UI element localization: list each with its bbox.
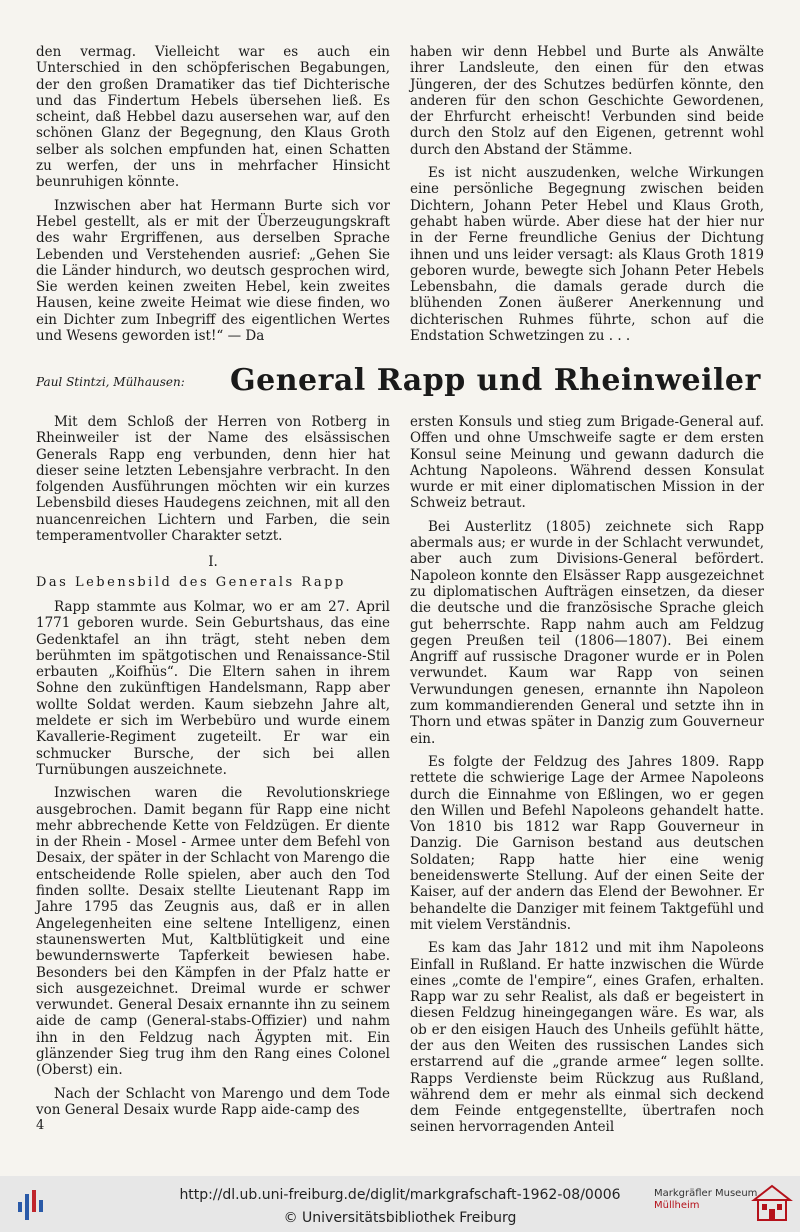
paragraph: ersten Konsuls und stieg zum Brigade-General auf. Offen und ohne Umschweife sagte er dem ersten Konsul seine Meinung und gewann dadurch die Achtung Napoleons. Während dessen Konsulat wurde er mit einer diplomatischen Mission in der Schweiz betraut.	[410, 414, 764, 512]
museum-label	[654, 1188, 757, 1212]
museum-building-icon	[750, 1182, 794, 1226]
copyright-notice: © Universitätsbibliothek Freiburg	[283, 1210, 517, 1226]
museum-city: Müllheim	[654, 1200, 700, 1211]
paragraph: Inzwischen aber hat Hermann Burte sich vor Hebel gestellt, als er mit der Überzeugungskraft des wahr Ergriffenen, aus derselben Sprache Lebenden und Verstehenden ausrief: „Gehen Sie die Länder hindurch, wo deutsch gesprochen wird, Sie werden keinen zweiten Hebel, kein zweites Hausen, keine zweite Heimat wie diese finden, wo ein Dichter zum Inbegriff des eigentlichen Wertes und Wesens geworden ist!“ — Da	[36, 197, 390, 345]
paragraph: den vermag. Vielleicht war es auch ein Unterschied in den schöpferischen Begabungen, der den großen Dramatiker das tief Dichterische und das Findertum Hebels übersehen ließ. Es scheint, daß Hebbel dazu ausersehen war, auf den schönen Glanz der Begegnung, den Klaus Groth selber als solchen empfunden hat, einen Schatten zu werfen, der uns in mehrfacher Hinsicht beunruhigen könnte.	[36, 44, 390, 191]
document-url-link[interactable]: http://dl.ub.uni-freiburg.de/diglit/markgrafschaft-1962-08/0006	[179, 1187, 621, 1203]
article-author: Paul Stintzi, Mülhausen:	[36, 375, 185, 389]
article-left-column	[36, 414, 390, 1125]
paragraph: Inzwischen waren die Revolutionskriege ausgebrochen. Damit begann für Rapp eine nicht mehr abbrechende Kette von Feldzügen. Er diente in der Rhein - Mosel - Armee unter dem Befehl von Desaix, der später in der Schlacht von Marengo die entscheidende Rolle spielen, aber auch den Tod finden sollte. Desaix stellte Lieutenant Rapp im Jahre 1795 das Zeugnis aus, daß er in allen Angelegenheiten eine seltene Intelligenz, einen staunenswerten Mut, Kaltblütigkeit und eine bewundernswerte Tapferkeit bewiesen habe. Besonders bei den Kämpfen in der Pfalz hatte er sich ausgezeichnet. Dreimal wurde er schwer verwundet. General Desaix ernannte ihn zu seinem aide de camp (General-stabs-Offizier) und nahm ihn in den Feldzug nach Ägypten mit. Ein glänzender Sieg trug ihm den Rang eines Colonel (Oberst) ein.	[36, 785, 390, 1079]
museum-name: Markgräfler Museum	[654, 1188, 758, 1199]
viewer-footer	[0, 1176, 800, 1232]
previous-article-right-column	[410, 44, 764, 351]
paragraph: Nach der Schlacht von Marengo und dem Tode von General Desaix wurde Rapp aide-camp des	[36, 1085, 390, 1118]
section-number: I.	[208, 554, 218, 571]
paragraph: Es ist nicht auszudenken, welche Wirkungen eine persönliche Begegnung zwischen beiden Dichtern, Johann Peter Hebel und Klaus Groth, gehabt haben würde. Aber diese hat der hier nur in der Ferne freundliche Genius der Dichtung ihnen und uns leider versagt: als Klaus Groth 1819 geboren wurde, bewegte sich Johann Peter Hebels Lebensbahn, die damals gerade durch die blühenden Zonen äußerer Anerkennung und dichterischen Ruhmes führte, schon auf die Endstation Schwetzingen zu . . .	[410, 165, 764, 345]
paragraph: Es folgte der Feldzug des Jahres 1809. Rapp rettete die schwierige Lage der Armee Napoleons durch die Einnahme von Eßlingen, wo er gegen den Willen und Befehl Napoleons gehandelt hatte. Von 1810 bis 1812 war Rapp Gouverneur in Danzig. Die Garnison bestand aus deutschen Soldaten; Rapp hatte hier eine wenig beneidenswerte Stellung. Auf der einen Seite der Kaiser, auf der andern das Elend der Bewohner. Er behandelte die Danziger mit feinem Taktgefühl und mit vielem Verständnis.	[410, 753, 764, 933]
paragraph: Bei Austerlitz (1805) zeichnete sich Rapp abermals aus; er wurde in der Schlacht verwundet, aber auch zum Divisions-General befördert. Napoleon konnte den Elsässer Rapp ausgezeichnet zu diplomatischen Aufträgen einsetzen, da dieser die deutsche und die französische Sprache gleich gut beherrschte. Rapp nahm auch am Feldzug gegen Preußen teil (1806—1807). Bei einem Angriff auf russische Dragoner wurde er in Polen verwundet. Kaum war Rapp von seinen Verwundungen genesen, ernannte ihn Napoleon zum kommandierenden General und setzte ihn in Thorn und etwas später in Danzig zum Gouverneur ein.	[410, 518, 764, 747]
section-title: Das Lebensbild des Generals Rapp	[36, 574, 346, 590]
paragraph: haben wir denn Hebbel und Burte als Anwälte ihrer Landsleute, den einen für den etwas Jüngeren, der des Schutzes bedürfen könnte, den anderen für den schon Geschichte Gewordenen, der Ehrfurcht erheischt! Verbunden sind beide durch den Stolz auf den Eigenen, getrennt wohl durch den Abstand der Stämme.	[410, 44, 764, 158]
article-title: General Rapp und Rheinweiler	[230, 363, 761, 398]
paragraph: Es kam das Jahr 1812 und mit ihm Napoleons Einfall in Rußland. Er hatte inzwischen die Würde eines „comte de l'empire“, eines Grafen, erhalten. Rapp war zu sehr Realist, als daß er begeistert in diesen Feldzug hineingegangen wäre. Es war, als ob er den eisigen Hauch des Unheils gefühlt hätte, der aus den Weiten des russischen Landes sich erstarrend auf die „grande armee“ legen sollte. Rapps Verdienste beim Rückzug aus Rußland, während dem er mehr als einmal sich deckend dem Feinde entgegenstellte, übertrafen noch seinen hervorragenden Anteil	[410, 940, 764, 1136]
article-right-column	[410, 414, 764, 1143]
previous-article-left-column	[36, 44, 390, 351]
intro-paragraph: Mit dem Schloß der Herren von Rotberg in Rheinweiler ist der Name des elsässischen Generals Rapp eng verbunden, denn hier hat dieser seine letzten Lebensjahre verbracht. In den folgenden Ausführungen möchten wir ein kurzes Lebensbild dieses Haudegens zeichnen, mit all den nuancenreichen Lichtern und Farben, die sein temperamentvoller Charakter setzt.	[36, 414, 390, 545]
page-number: 4	[36, 1118, 45, 1133]
paragraph: Rapp stammte aus Kolmar, wo er am 27. April 1771 geboren wurde. Sein Geburtshaus, das eine Gedenktafel an ihn trägt, steht neben dem berühmten im spätgotischen und Renaissance-Stil erbauten „Koifhüs“. Die Eltern sahen in ihrem Sohne den zukünftigen Handelsmann, Rapp aber wollte Soldat werden. Kaum siebzehn Jahre alt, meldete er sich im Werbebüro und wurde einem Kavallerie-Regiment zugeteilt. Er war ein schmucker Bursche, der sich bei allen Turnübungen auszeichnete.	[36, 598, 390, 778]
